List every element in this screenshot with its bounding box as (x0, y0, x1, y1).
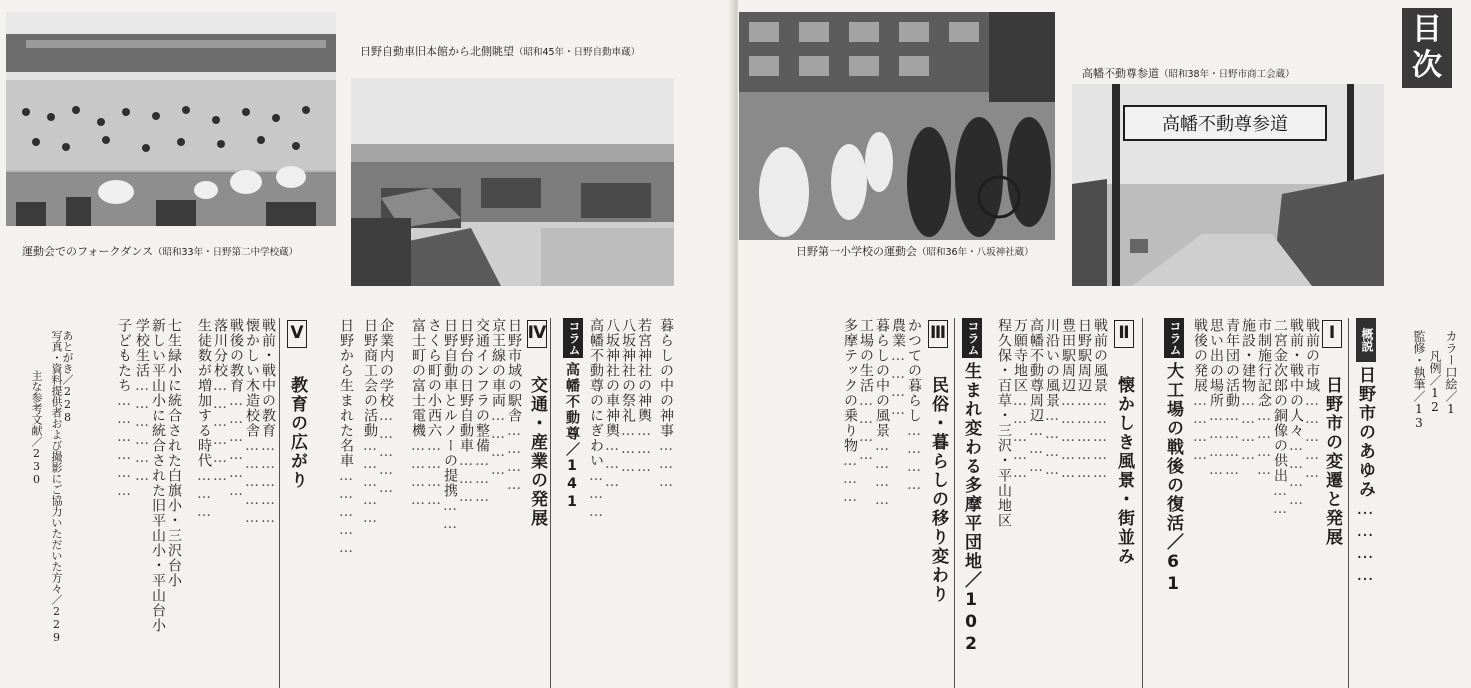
chapter3-prefix-3: 八坂神社の車神輿……… (604, 318, 620, 492)
chapter5-item-3: 落川分校……………… (212, 318, 228, 486)
front-matter-2: 監修・執筆／13 (1412, 330, 1426, 430)
divider-ii (1142, 318, 1143, 688)
column-badge-2: コラム (962, 318, 982, 358)
chapter3-item-3: 工場の生活………… (858, 318, 874, 465)
chapter1-item-5: 青年団の活動………… (1224, 318, 1240, 480)
front-matter-0: カラー口絵／1 (1444, 330, 1458, 416)
divider-iv (550, 318, 551, 688)
chapter5-item-2: 戦後の教育……………… (228, 318, 244, 501)
divider-i (1348, 318, 1349, 688)
divider-v (279, 318, 280, 688)
chapter1-item-3: 市制施行記念………… (1256, 318, 1272, 480)
column-badge-3: コラム (563, 318, 583, 358)
chapter1-item-6: 思い出の場所………… (1208, 318, 1224, 480)
photo4-caption: 高幡不動尊参道（昭和38年・日野市商工会蔵） (1082, 67, 1295, 80)
chapter2-item-3: 川沿いの風景………… (1044, 318, 1060, 480)
back-matter-3: 主な参考文献／230 (30, 370, 43, 486)
chapter5-item-0: 戦前・戦中の教育…………… (260, 318, 276, 528)
toc-title-box: 目 次 (1402, 8, 1452, 88)
chapter4-item-7: 企業内の学校…………… (378, 318, 394, 498)
chapter5-item-6: 新しい平山小に統合された旧平山小・平山台小 (150, 318, 166, 633)
front-matter-1: 凡例／12 (1428, 350, 1442, 414)
chapter5-item-4: 生徒数が増加する時代……… (196, 318, 212, 522)
chapter4-item-2: 交通インフラの整備……… (474, 318, 490, 507)
chapter4-item-1: 京王線の車両………… (490, 318, 506, 480)
column-badge-1: コラム (1164, 318, 1184, 358)
photo1-caption: 運動会でのフォークダンス（昭和33年・日野第二中学校蔵） (22, 245, 299, 258)
column1-title: 大工場の戦後の復活／61 (1163, 362, 1183, 596)
chapter4-item-3: 日野台の日野自動車……… (458, 318, 474, 507)
chapter2-heading: Ⅱ 懐かしき風景・街並み (1114, 320, 1134, 566)
chapter1-item-4: 施設・建物………… (1240, 318, 1256, 465)
photo2-caption: 日野自動車旧本館から北側眺望（昭和45年・日野自動車蔵） (360, 45, 641, 58)
chapter4-item-5: さくら町の小西六………… (426, 318, 442, 510)
chapter3-prefix-2: 八坂神社の祭礼……… (620, 318, 636, 477)
chapter2-item-5: 万願寺地区…………… (1012, 318, 1028, 483)
chapter4-item-4: 日野自動車とルノーの提携…… (442, 318, 458, 534)
divider-iii (954, 318, 955, 688)
chapter5-item-5: 七生緑小に統合された白旗小・三沢台小 (166, 318, 182, 588)
photo-hino-motors-view (351, 78, 674, 286)
chapter2-item-1: 日野駅周辺…………… (1076, 318, 1092, 483)
chapter5-item-7: 学校生活……………… (134, 318, 150, 486)
chapter3-item-2: 暮らしの中の風景………… (874, 318, 890, 510)
column2-title: 生まれ変わる多摩平団地／102 (961, 362, 981, 656)
chapter1-item-0: 戦前の市域…………… (1304, 318, 1320, 483)
chapter4-item-6: 富士町の富士電機………… (410, 318, 426, 510)
chapter3-heading: Ⅲ 民俗・暮らしの移り変わり (928, 320, 948, 604)
shrine-sign-text: 高幡不動尊参道 (1162, 114, 1288, 135)
photo-hino-daiichi-sports-day (739, 12, 1055, 240)
chapter3-prefix-0: 暮らしの中の神事……… (658, 318, 674, 492)
column3-title: 高幡不動尊／141 (564, 362, 580, 512)
back-matter: あとがき／228 (61, 330, 74, 424)
chapter3-item-1: 農業………… (890, 318, 906, 420)
chapter2-item-6: 程久保・百草・三沢・平山地区 (996, 318, 1012, 528)
overview-title: 日野市のあゆみ………… (1355, 366, 1375, 587)
chapter4-item-9: 日野から生まれた名車…………… (338, 318, 354, 558)
chapter4-heading: Ⅳ 交通・産業の発展 (527, 320, 547, 528)
chapter4-item-0: 日野市域の駅舎………… (506, 318, 522, 495)
chapter2-item-0: 戦前の風景…………… (1092, 318, 1108, 483)
chapter3-item-4: 多摩テックの乗り物……… (842, 318, 858, 507)
left-page (0, 0, 734, 688)
right-page (738, 0, 1471, 688)
chapter5-heading: Ⅴ 教育の広がり (287, 320, 307, 490)
chapter2-item-2: 豊田駅周辺…………… (1060, 318, 1076, 483)
photo-folk-dance (6, 12, 336, 226)
photo3-caption: 日野第一小学校の運動会（昭和36年・八坂神社蔵） (796, 245, 1034, 258)
chapter3-prefix-4: 高幡不動尊のにぎわい……… (588, 318, 604, 522)
chapter1-item-1: 戦前・戦中の人々………… (1288, 318, 1304, 510)
chapter5-item-1: 懐かしい木造校舎…………… (244, 318, 260, 528)
overview-badge: 概説 (1356, 318, 1376, 362)
photo-takahata-fudo-approach (1072, 84, 1384, 286)
chapter5-item-8: 子どもたち……………… (116, 318, 132, 501)
chapter3-item-0: かつての暮らし………… (906, 318, 922, 495)
chapter3-prefix-1: 若宮神社の神輿……… (636, 318, 652, 477)
chapter1-item-2: 二宮金次郎の銅像の供出…… (1272, 318, 1288, 519)
back-matter-2: 写真・資料提供者および撮影にご協力いただいた方々／229 (50, 330, 63, 644)
chapter1-heading: Ⅰ 日野市の変遷と発展 (1322, 320, 1342, 547)
chapter2-item-4: 高幡不動尊周辺……… (1028, 318, 1044, 477)
chapter1-item-7: 戦後の発展………… (1192, 318, 1208, 465)
chapter4-item-8: 日野商工会の活動…………… (362, 318, 378, 528)
